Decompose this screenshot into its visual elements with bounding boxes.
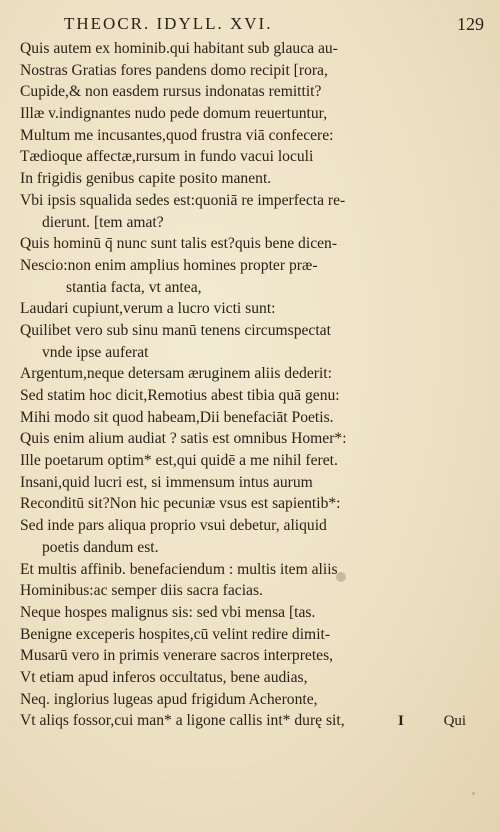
catchword-line bbox=[398, 713, 466, 730]
page-number: 129 bbox=[457, 14, 484, 34]
paper-blemish bbox=[472, 792, 475, 795]
text-line: Nescio:non enim amplius homines propter præ- bbox=[20, 256, 318, 274]
text-line: Cupide,& non easdem rursus indonatas remittit? bbox=[20, 83, 322, 101]
paper-blemish bbox=[336, 572, 346, 582]
catchword: Qui bbox=[443, 713, 467, 729]
text-line: Multum me incusantes,quod frustra viā confecere: bbox=[20, 126, 334, 144]
running-title: THEOCR. IDYLL. XVI. bbox=[64, 14, 273, 33]
text-line: Laudari cupiunt,verum a lucro victi sunt: bbox=[20, 300, 276, 318]
text-line: Tædioque affectæ,rursum in fundo vacui loculi bbox=[20, 148, 314, 166]
text-line: In frigidis genibus capite posito manent. bbox=[20, 170, 272, 188]
text-line: Vbi ipsis squalida sedes est:quoniā re imperfecta re- bbox=[20, 191, 346, 209]
text-line: Argentum,neque detersam æruginem aliis dederit: bbox=[20, 365, 332, 383]
text-line: Ille poetarum optim* est,qui quidē a me nihil feret. bbox=[20, 452, 338, 470]
text-line: Et multis affinib. benefaciendum : multis item aliis bbox=[20, 560, 338, 578]
text-line: Neque hospes malignus sis: sed vbi mensa [tas. bbox=[20, 603, 316, 621]
text-line: Hominibus:ac semper diis sacra facias. bbox=[20, 582, 263, 600]
text-line: Mihi modo sit quod habeam,Dii benefaciāt Poetis. bbox=[20, 408, 334, 426]
text-line: Sed inde pars aliqua proprio vsui debetur, aliquid bbox=[20, 517, 327, 535]
text-line: Quilibet vero sub sinu manū tenens circumspectat bbox=[20, 321, 331, 339]
text-line: Benigne exceperis hospites,cū velint redire dimit- bbox=[20, 625, 331, 643]
text-line: Vt etiam apud inferos occultatus, bene audias, bbox=[20, 668, 308, 686]
running-head bbox=[64, 14, 484, 36]
signature-mark: I bbox=[398, 713, 404, 729]
text-line: Musarū vero in primis venerare sacros interpretes, bbox=[20, 647, 334, 665]
text-block bbox=[20, 38, 440, 732]
text-line: Quis hominū q̄ nunc sunt talis est?quis bene dicen- bbox=[20, 235, 338, 253]
text-line: poetis dandum est. bbox=[42, 538, 159, 556]
text-line: Quis enim alium audiat ? satis est omnibus Homer*: bbox=[20, 430, 347, 448]
text-line: Vt aliqs fossor,cui man* a ligone callis int* durę sit, bbox=[20, 712, 345, 730]
text-line: dierunt. [tem amat? bbox=[42, 213, 164, 231]
text-line: Illæ v.indignantes nudo pede domum reuertuntur, bbox=[20, 105, 328, 123]
text-line: Insani,quid lucri est, si immensum intus aurum bbox=[20, 473, 313, 491]
text-line: Neq. inglorius lugeas apud frigidum Acheronte, bbox=[20, 690, 318, 708]
text-line: Reconditū sit?Non hic pecuniæ vsus est sapientib*: bbox=[20, 495, 341, 513]
text-line: stantia facta, vt antea, bbox=[66, 278, 202, 296]
text-line: vnde ipse auferat bbox=[42, 343, 149, 361]
text-line: Sed statim hoc dicit,Remotius abest tibia quā genu: bbox=[20, 387, 340, 404]
text-line: Nostras Gratias fores pandens domo recipit [rora, bbox=[20, 61, 328, 79]
text-line: Quis autem ex hominib.qui habitant sub glauca au- bbox=[20, 40, 338, 57]
